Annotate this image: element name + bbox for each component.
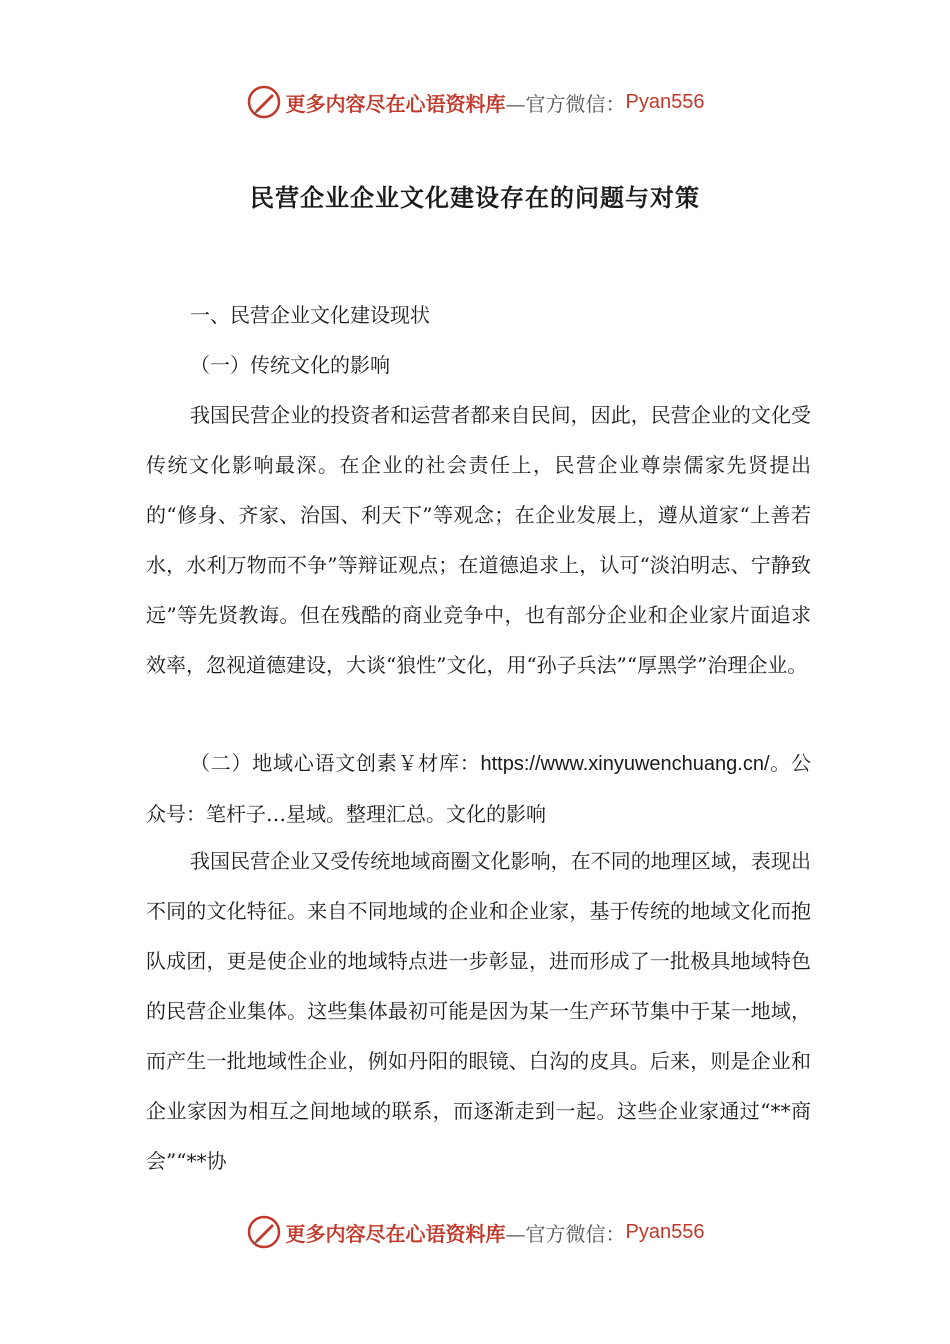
header-banner	[0, 82, 950, 122]
banner-text-wechat-id: Pyan556	[625, 90, 705, 113]
paragraph-1-text: 我国民营企业的投资者和运营者都来自民间，因此，民营企业的文化受传统文化影响最深。在企业的社会责任上，民营企业尊崇儒家先贤提出的“修身、齐家、治国、利天下”等观念；在企业发展上，遵从道家“上善若水，水利万物而不争”等辩证观点；在道德追求上，认可“淡泊明志、宁静致远”等先贤教诲。但在残酷的商业竞争中，也有部分企业和企业家片面追求效率，忽视道德建设，大谈“狼性”文化，用“孙子兵法”“厚黑学”治理企业。	[146, 403, 811, 677]
subsection-heading-2-text	[146, 738, 811, 839]
document-title: 民营企业企业文化建设存在的问题与对策	[250, 183, 700, 212]
subsection-heading-2-prefix: （二）地域心语文创素￥材库：	[190, 751, 481, 775]
banner-text-main: 更多内容尽在心语资料库	[285, 91, 506, 116]
subsection-heading-2-suffix: 。公众号：笔杆子…星域。整理汇总。文化的影响	[146, 751, 812, 826]
section-heading-text: 一、民营企业文化建设现状	[190, 303, 430, 327]
banner-text-wechat-id: Pyan556	[625, 1220, 705, 1243]
subsection-heading-1	[146, 340, 811, 390]
banner-text-wechat-label: —官方微信：	[505, 91, 626, 116]
section-heading	[146, 290, 811, 340]
paragraph-1	[146, 390, 811, 690]
subsection-heading-1-text: （一）传统文化的影响	[190, 353, 390, 377]
paragraph-2-text: 我国民营企业又受传统地域商圈文化影响，在不同的地理区域，表现出不同的文化特征。来自不同地域的企业和企业家，基于传统的地域文化而抱队成团，更是使企业的地域特点进一步彰显，进而形成了一批极具地域特色的民营企业集体。这些集体最初可能是因为某一生产环节集中于某一地域，而产生一批地域性企业，例如丹阳的眼镜、白沟的皮具。后来，则是企业和企业家因为相互之间地域的联系，而逐渐走到一起。这些企业家通过“**商会”“**协	[146, 849, 811, 1173]
paragraph-2	[146, 836, 811, 1186]
banner-text-main: 更多内容尽在心语资料库	[285, 1221, 506, 1246]
subsection-heading-2	[146, 738, 811, 839]
footer-banner	[0, 1212, 950, 1252]
pen-logo-icon	[246, 1214, 282, 1250]
website-link[interactable]: https://www.xinyuwenchuang.cn/	[480, 753, 770, 775]
pen-logo-icon	[246, 84, 282, 120]
banner-text-wechat-label: —官方微信：	[505, 1221, 626, 1246]
